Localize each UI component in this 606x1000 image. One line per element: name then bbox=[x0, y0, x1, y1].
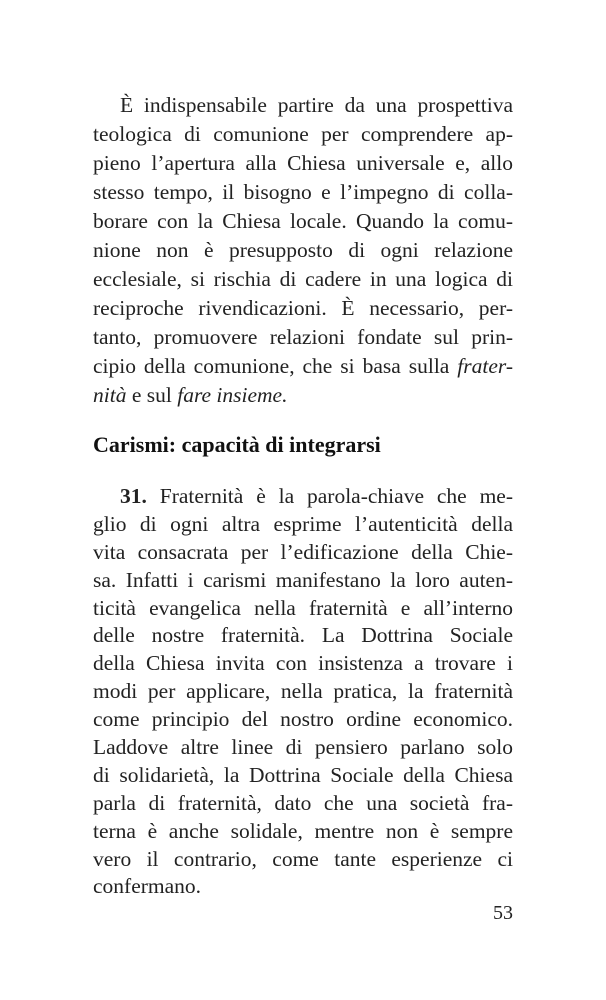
text-line: È indispensabile partire da una prospettiva bbox=[120, 93, 513, 117]
text-line: pieno l’apertura alla Chiesa universale e, allo bbox=[93, 151, 513, 175]
text-line: glio di ogni altra esprime l’autenticità della bbox=[93, 511, 513, 536]
paragraph-1 bbox=[93, 91, 513, 410]
text-line: vita consacrata per l’edificazione della Chie- bbox=[93, 539, 513, 564]
text-line bbox=[93, 483, 513, 511]
text-line: tanto, promuovere relazioni fondate sul prin- bbox=[93, 325, 513, 349]
text-line: parla di fraternità, dato che una società fra- bbox=[93, 790, 513, 815]
paragraph-2 bbox=[93, 483, 513, 901]
text-line: modi per applicare, nella pratica, la fraternità bbox=[93, 679, 513, 704]
text-line bbox=[93, 352, 513, 381]
text-line: reciproche rivendicazioni. È necessario, per- bbox=[93, 296, 513, 320]
text-line: come principio del nostro ordine economico. bbox=[93, 707, 513, 732]
text-line: sa. Infatti i carismi manifestano la loro auten- bbox=[93, 567, 513, 592]
text-line: nione non è presupposto di ogni relazione bbox=[93, 238, 513, 262]
text-line bbox=[93, 381, 513, 410]
italic-text: fare insieme. bbox=[177, 383, 288, 407]
text-line: confermano. bbox=[93, 874, 202, 899]
text-line: stesso tempo, il bisogno e l’impegno di colla- bbox=[93, 180, 513, 204]
text-line: vero il contrario, come tante esperienze ci bbox=[93, 846, 513, 871]
text-line: Laddove altre linee di pensiero parlano solo bbox=[93, 735, 513, 760]
text-segment: e sul bbox=[126, 383, 178, 407]
text-line: della Chiesa invita con insistenza a trovare i bbox=[93, 651, 513, 676]
text-line: ecclesiale, si rischia di cadere in una logica di bbox=[93, 267, 513, 291]
text-line: terna è anche solidale, mentre non è sempre bbox=[93, 818, 513, 843]
page-number: 53 bbox=[493, 902, 513, 924]
text-segment: cipio della comunione, che si basa sulla bbox=[93, 354, 458, 378]
paragraph-number: 31. bbox=[120, 484, 147, 508]
section-heading: Carismi: capacità di integrarsi bbox=[93, 432, 381, 457]
italic-text: nità bbox=[93, 383, 127, 407]
text-line: di solidarietà, la Dottrina Sociale della Chiesa bbox=[93, 762, 513, 787]
text-line: borare con la Chiesa locale. Quando la comu- bbox=[93, 209, 513, 233]
text-segment: Fraternità è la parola-chiave che me- bbox=[146, 484, 513, 508]
text-line: teologica di comunione per comprendere ap- bbox=[93, 122, 513, 146]
text-line: delle nostre fraternità. La Dottrina Sociale bbox=[93, 623, 513, 648]
text-line: ticità evangelica nella fraternità e all’interno bbox=[93, 595, 513, 620]
italic-text: frater- bbox=[457, 354, 513, 378]
